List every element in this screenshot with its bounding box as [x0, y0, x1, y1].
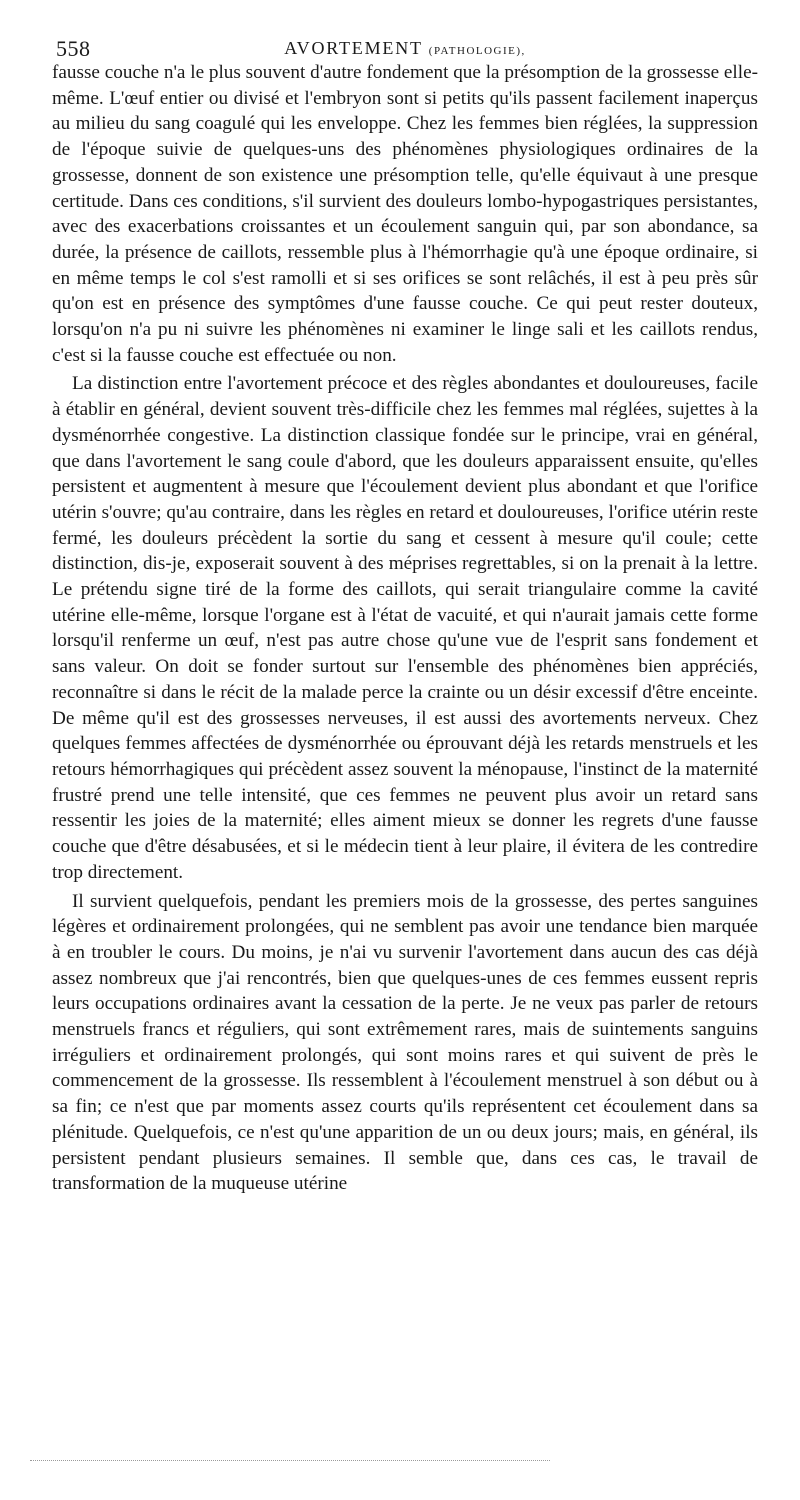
- book-page: [52, 28, 758, 1468]
- running-title-main: AVORTEMENT: [284, 38, 423, 58]
- page-number: 558: [56, 36, 91, 61]
- running-title-section: (PATHOLOGIE),: [428, 45, 526, 57]
- paragraph: Il survient quelquefois, pendant les premiers mois de la grossesse, des pertes sanguines légères et ordinairement prolongées, qui ne semblent pas avoir une tendance bien marquée à en troubler le cours. Du moins, je n'ai vu survenir l'avortement dans aucun des cas déjà assez nombreux que j'ai rencontrés, bien que quelques-unes de ces femmes eussent repris leurs occupations ordinaires avant la cessation de la perte. Je ne veux pas parler de retours menstruels francs et réguliers, qui sont extrêmement rares, mais de suintements sanguins irréguliers et ordinairement prolongés, qui sont moins rares et qui suivent de près le commencement de la grossesse. Ils ressemblent à l'écoulement menstruel à son début ou à sa fin; ce n'est que par moments assez courts qu'ils représentent cet écoulement dans sa plénitude. Quelquefois, ce n'est qu'une apparition de un ou deux jours; mais, en général, ils persistent pendant plusieurs semaines. Il semble que, dans ces cas, le travail de transformation de la muqueuse utérine: [52, 890, 758, 1195]
- body-text: [52, 60, 758, 1197]
- running-title: [52, 38, 758, 59]
- paragraph: La distinction entre l'avortement précoce et des règles abondantes et douloureuses, facile à établir en général, devient souvent très-difficile chez les femmes mal réglées, sujettes à la dysménorrhée congestive. La distinction classique fondée sur le principe, vrai en général, que dans l'avortement le sang coule d'abord, que les douleurs apparaissent ensuite, qu'elles persistent et augmentent à mesure que l'écoulement devient plus abondant et que l'orifice utérin s'ouvre; qu'au contraire, dans les règles en retard et douloureuses, l'orifice utérin reste fermé, les douleurs précèdent la sortie du sang et cessent à mesure qu'il coule; cette distinction, dis-je, exposerait souvent à des méprises regrettables, si on la prenait à la lettre. Le prétendu signe tiré de la forme des caillots, qui serait triangulaire comme la cavité utérine elle-même, lorsque l'organe est à l'état de vacuité, et qui n'aurait jamais cette forme lorsqu'il renferme un œuf, n'est pas autre chose qu'une vue de l'esprit sans fondement et sans valeur. On doit se fonder surtout sur l'ensemble des phénomènes bien appréciés, reconnaître si dans le récit de la malade perce la crainte ou un désir excessif d'être enceinte. De même qu'il est des grossesses nerveuses, il est aussi des avortements nerveux. Chez quelques femmes affectées de dysménorrhée ou éprouvant déjà les retards menstruels et les retours hémorrhagiques qui précèdent assez souvent la ménopause, l'instinct de la maternité frustré prend une telle intensité, que ces femmes ne peuvent plus avoir un retard sans ressentir les joies de la maternité; elles aiment mieux se donner les regrets d'une fausse couche que d'être désabusées, et si le médecin tient à leur plaire, il évitera de les contredire trop directement.: [52, 373, 758, 883]
- paragraph-continued: fausse couche n'a le plus souvent d'autre fondement que la présomption de la grossesse elle-même. L'œuf entier ou divisé et l'embryon sont si petits qu'ils passent facilement inaperçus au milieu du sang coagulé qui les enveloppe. Chez les femmes bien réglées, la suppression de l'époque suivie de quelques-uns des phénomènes physiologiques ordinaires de la grossesse, donnent de son existence une présomption telle, qu'elle équivaut à une presque certitude. Dans ces conditions, s'il survient des douleurs lombo-hypogastriques persistantes, avec des exacerbations croissantes et un écoulement sanguin qui, par son abondance, sa durée, la présence de caillots, ressemble plus à l'hémorrhagie qu'à une époque ordinaire, si en même temps le col s'est ramolli et si ses orifices se sont relâchés, il est à peu près sûr qu'on est en présence des symptômes d'une fausse couche. Ce qui peut rester douteux, lorsqu'on n'a pu ni suivre les phénomènes ni examiner le linge sali et les caillots rendus, c'est si la fausse couche est effectuée ou non.: [52, 62, 758, 366]
- scan-artifact-line: [30, 1460, 550, 1464]
- running-head: [52, 28, 758, 60]
